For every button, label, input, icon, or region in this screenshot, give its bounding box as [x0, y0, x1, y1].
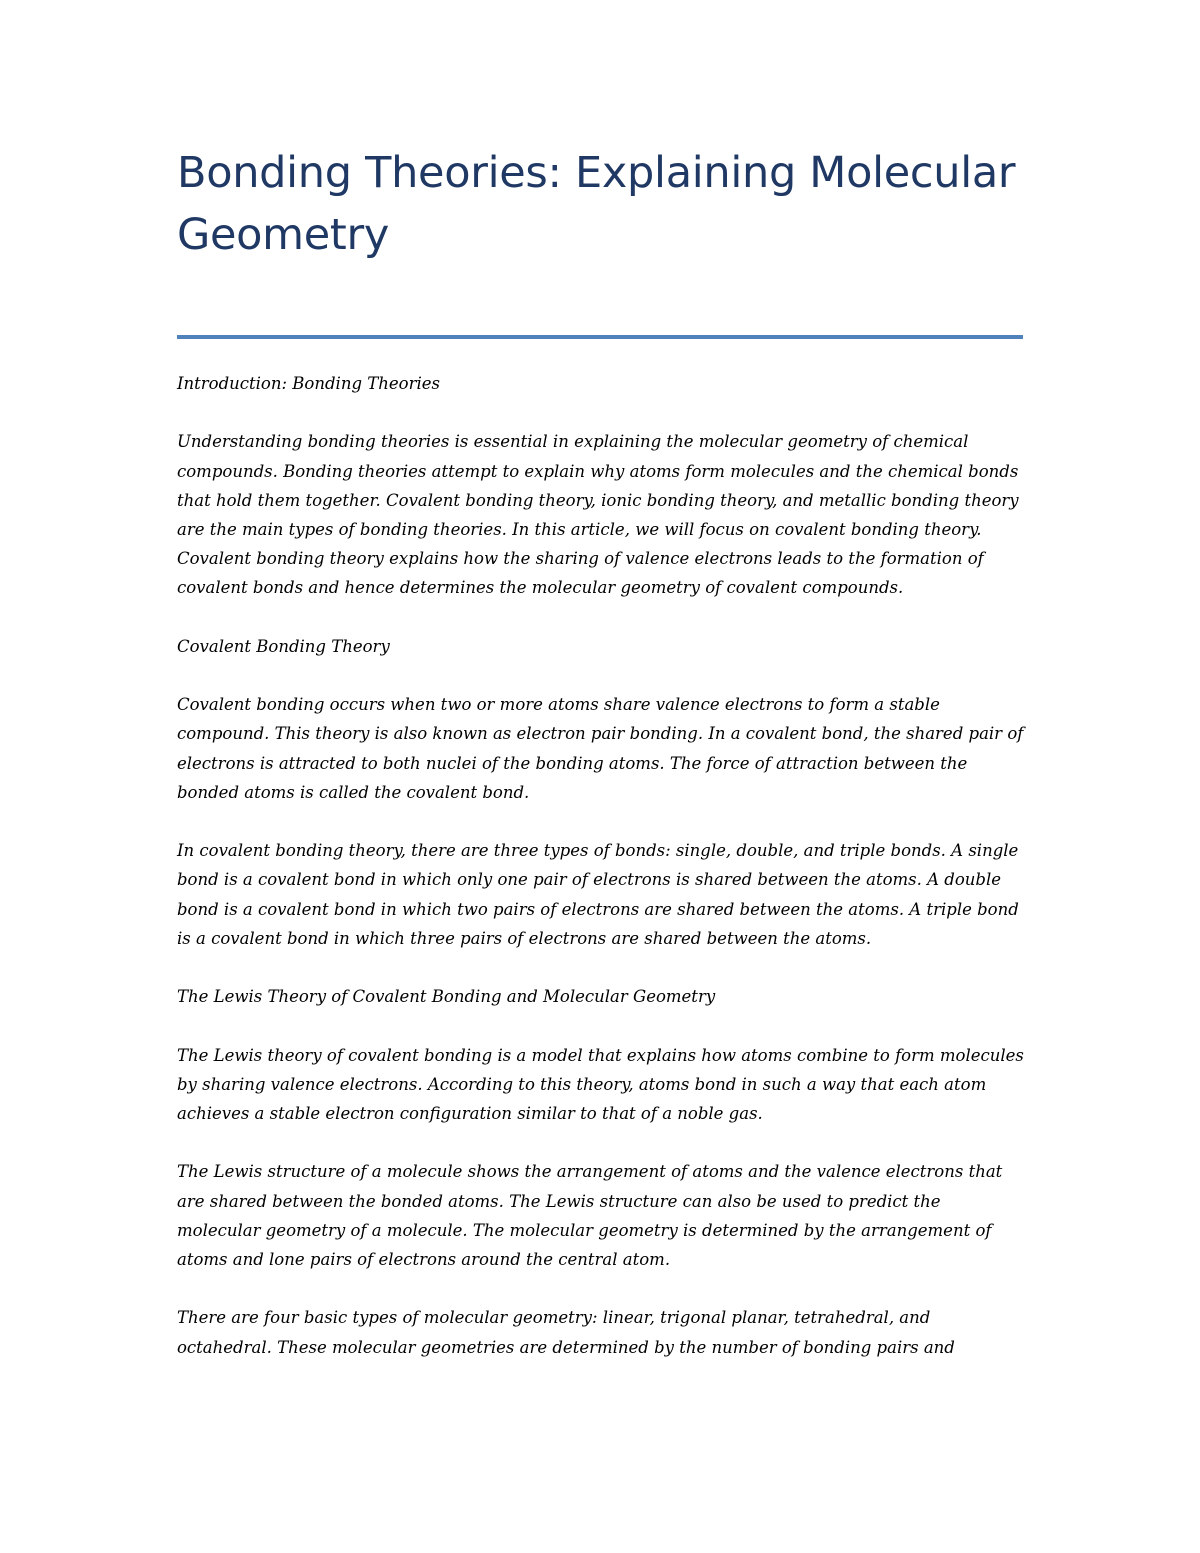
paragraph-lewis-theory: The Lewis theory of covalent bonding is a model that explains how atoms combine to form molecules by sharing valence electrons. According to this theory, atoms bond in such a way that each atom achieves a stable electron configuration similar to that of a noble gas.	[177, 1045, 1024, 1123]
paragraph-bond-types: In covalent bonding theory, there are three types of bonds: single, double, and triple bonds. A single bond is a covalent bond in which only one pair of electrons is shared between the atoms. A double bond is a covalent bond in which two pairs of electrons are shared between the atoms. A triple bond is a covalent bond in which three pairs of electrons are shared between the atoms.	[177, 841, 1019, 948]
section-heading-introduction: Introduction: Bonding Theories	[177, 374, 440, 393]
page-content	[177, 142, 1025, 1391]
section-heading-lewis: The Lewis Theory of Covalent Bonding and Molecular Geometry	[177, 987, 716, 1007]
paragraph-geometry-types: There are four basic types of molecular geometry: linear, trigonal planar, tetrahedral, and octahedral. These molecular geometries are determined by the number of bonding pairs and	[177, 1308, 955, 1357]
document-title: Bonding Theories: Explaining Molecular Geometry	[177, 148, 1016, 260]
paragraph-introduction: Understanding bonding theories is essential in explaining the molecular geometry of chemical compounds. Bonding theories attempt to explain why atoms form molecules and the chemical bonds that hold them together. Covalent bonding theory, ionic bonding theory, and metallic bonding theory are the main types of bonding theories. In this article, we will focus on covalent bonding theory. Covalent bonding theory explains how the sharing of valence electrons leads to the formation of covalent bonds and hence determines the molecular geometry of covalent compounds.	[177, 432, 1019, 598]
paragraph-lewis-structure: The Lewis structure of a molecule shows the arrangement of atoms and the valence electrons that are shared between the bonded atoms. The Lewis structure can also be used to predict the molecular geometry of a molecule. The molecular geometry is determined by the arrangement of atoms and lone pairs of electrons around the central atom.	[177, 1162, 1003, 1269]
section-heading-covalent: Covalent Bonding Theory	[177, 636, 390, 656]
title-divider	[177, 335, 1023, 339]
paragraph-covalent-definition: Covalent bonding occurs when two or more atoms share valence electrons to form a stable compound. This theory is also known as electron pair bonding. In a covalent bond, the shared pair of electrons is attracted to both nuclei of the bonding atoms. The force of attraction between the bonded atoms is called the covalent bond.	[177, 695, 1024, 802]
document-body	[177, 369, 1025, 1362]
